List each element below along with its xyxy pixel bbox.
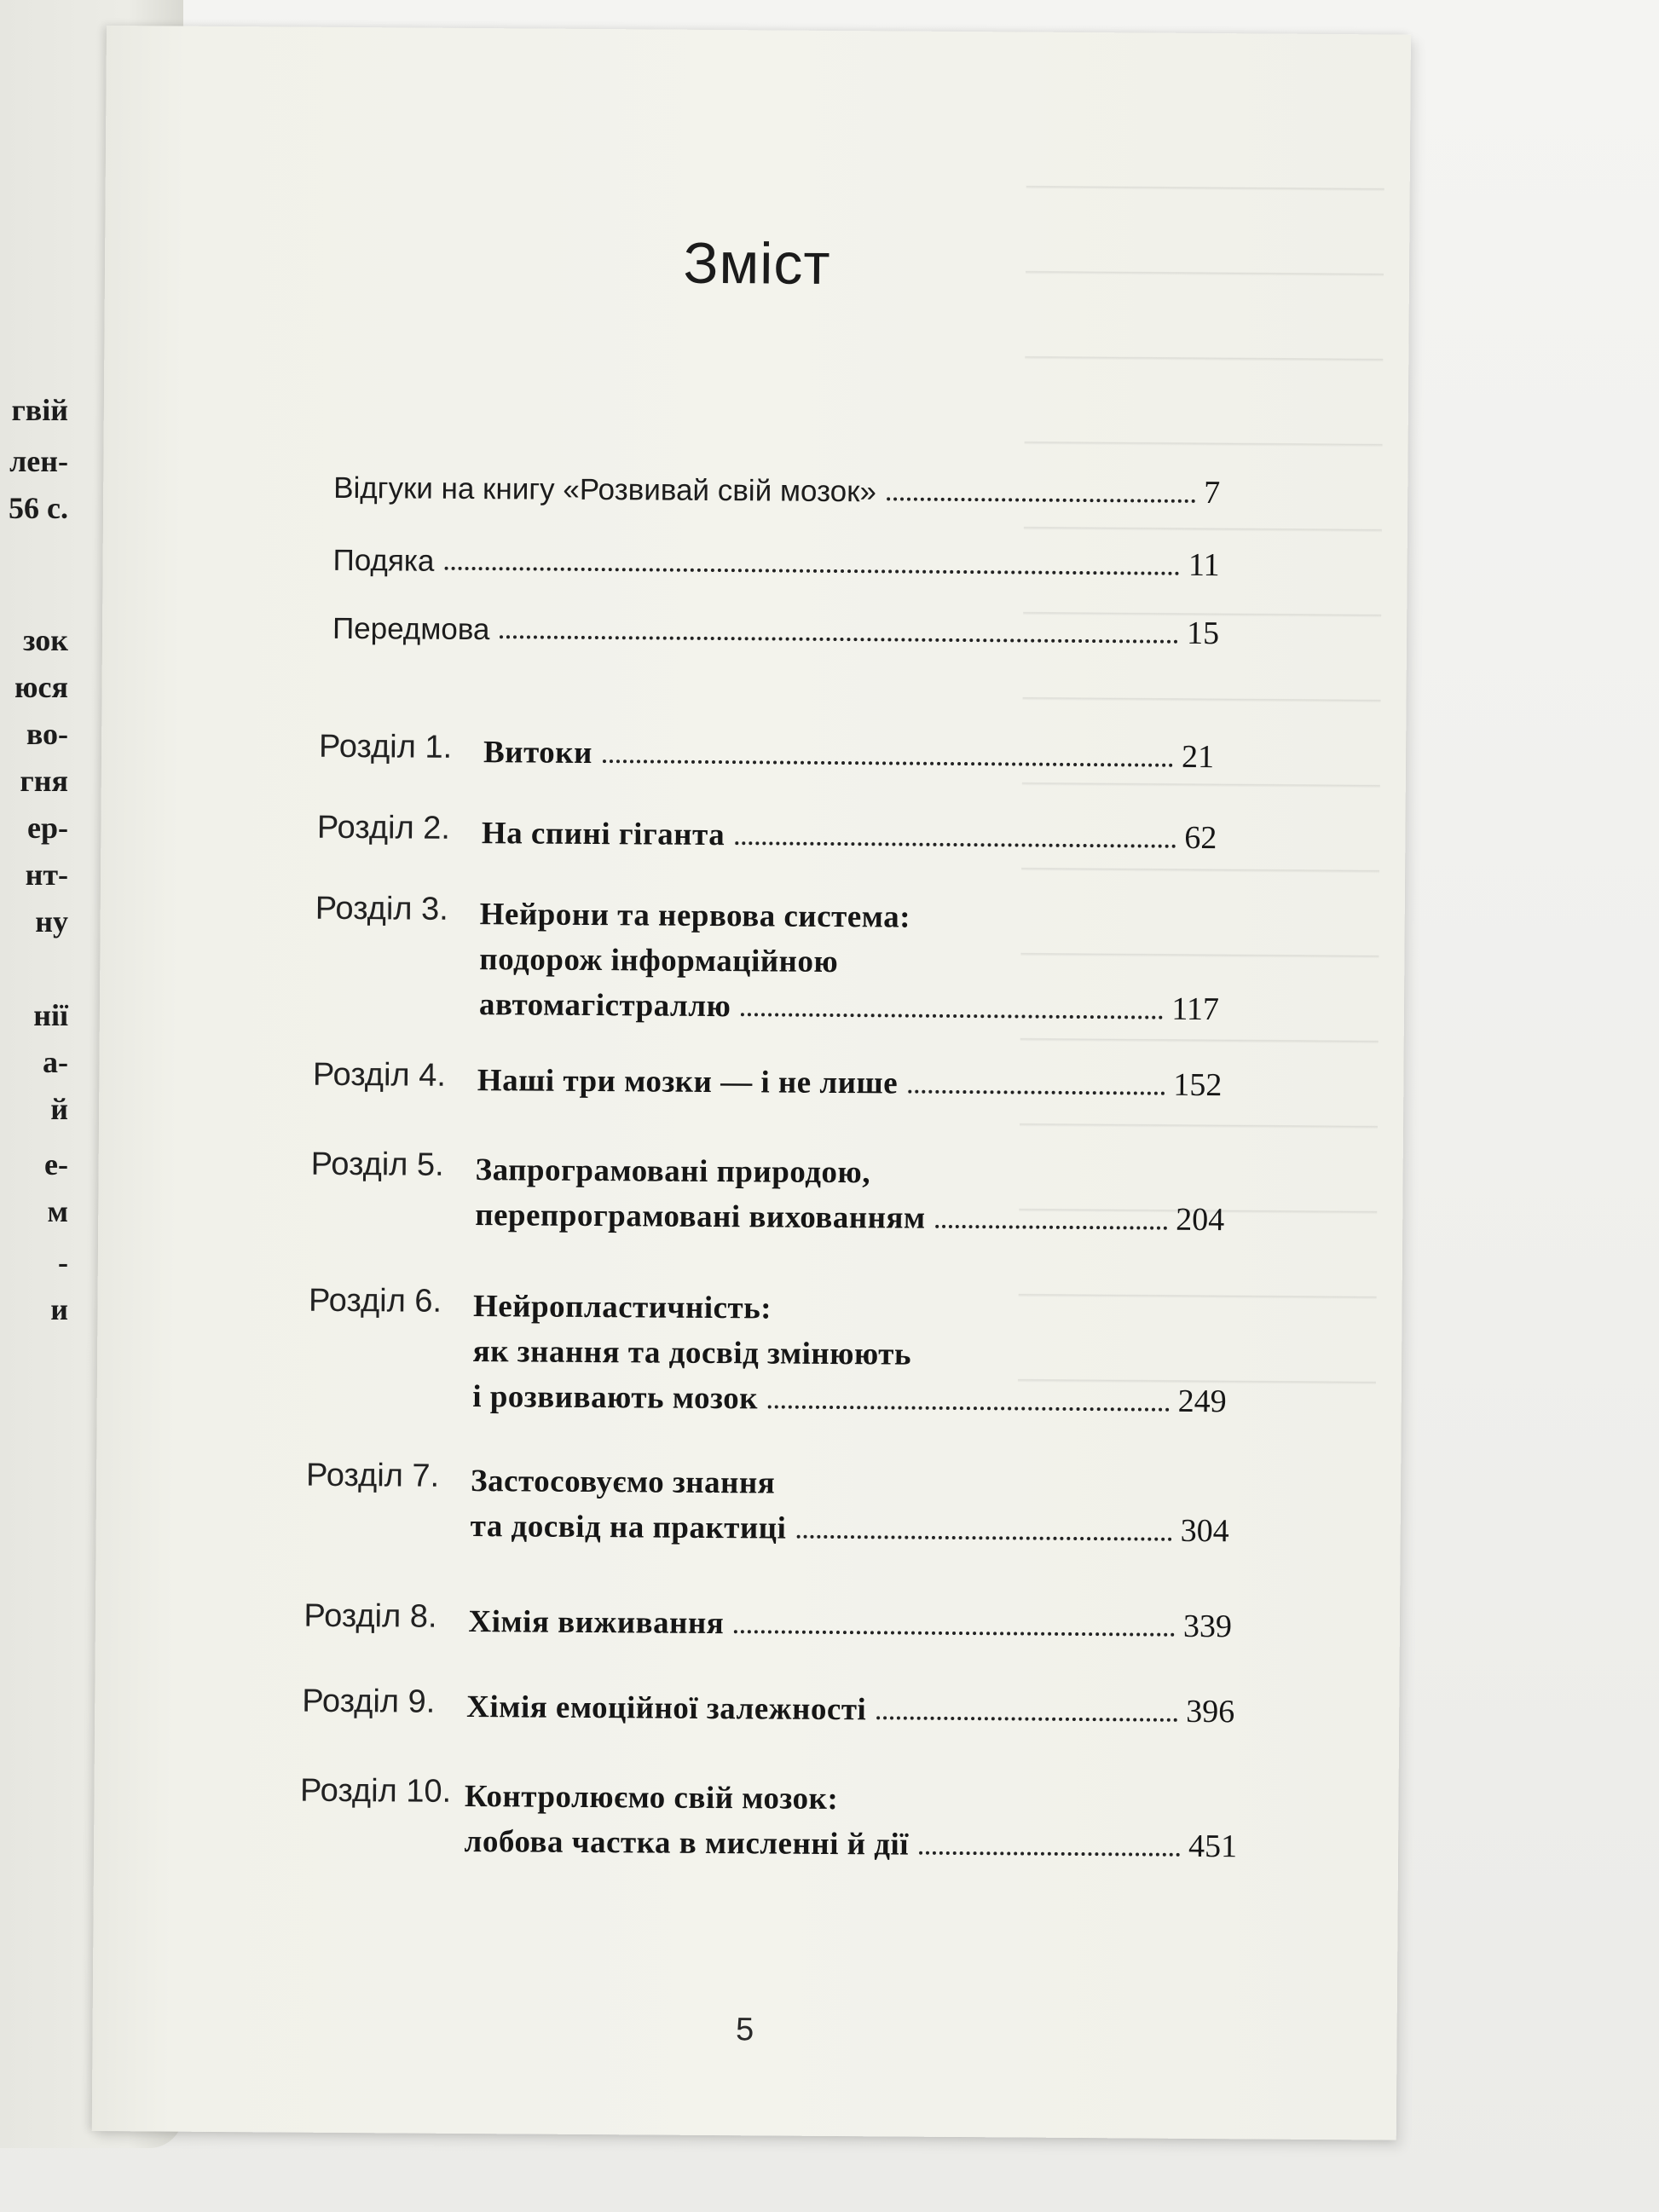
left-page-text-fragment: а- [43,1045,68,1079]
toc-page-number: 396 [1186,1693,1235,1730]
toc-entry-title: Нейропластичність: [472,1289,772,1326]
left-page-text-fragment: во- [26,717,68,751]
dot-leader [876,1716,1177,1721]
left-page-text-fragment: гня [20,764,68,798]
toc-page-number: 11 [1188,546,1220,584]
chapter-label: Розділ 7. [305,1457,440,1494]
toc-line [473,1277,772,1326]
toc-entry-title: Подяка [332,543,435,578]
toc-entry-title: та досвід на практиці [470,1509,787,1546]
toc-entry-title: Хімія емоційної залежності [466,1689,867,1728]
toc-line [466,1678,1234,1730]
toc-page-number: 451 [1188,1828,1238,1865]
chapter-label: Розділ 2. [316,809,451,846]
dot-leader [768,1405,1170,1411]
toc-entry-title: Хімія виживання [468,1604,725,1642]
page-title: Зміст [683,230,831,297]
toc-line [464,1812,1237,1865]
left-page-text-fragment: нії [33,998,68,1032]
chapter-label: Розділ 5. [310,1146,444,1183]
toc-line [475,1186,1224,1239]
left-page-text-fragment: ер- [27,811,68,845]
left-page-text-fragment: нт- [25,858,68,892]
toc-entry-title: Передмова [332,611,490,647]
chapter-label: Розділ 3. [315,890,448,927]
toc-line [482,804,1217,857]
dot-leader [500,635,1178,644]
left-page-text-fragment: юся [14,670,68,704]
chapter-label: Розділ 4. [312,1056,447,1094]
dot-leader [741,1013,1163,1019]
toc-entry-title: Відгуки на книгу «Розвивай свій мозок» [333,471,877,509]
chapter-label: Розділ 8. [303,1597,437,1635]
toc-line [471,1452,776,1501]
toc-page-number: 21 [1181,738,1215,776]
left-page-text-fragment: лен- [9,444,68,478]
toc-entry-title: Контролюємо свій мозок: [464,1778,839,1817]
dot-leader [735,841,1176,848]
left-page-text-fragment: гвій [11,393,68,427]
toc-entry-title: Наші три мозки — і не лише [477,1063,899,1101]
left-page-text-fragment: й [50,1092,68,1126]
toc-line [479,975,1219,1028]
toc-line [473,1322,912,1373]
toc-line [468,1592,1232,1645]
left-page-text-fragment: ну [35,904,68,939]
toc-entry-title: Запрограмовані природою, [475,1152,871,1191]
dot-leader [887,497,1195,503]
chapter-label: Розділ 6. [308,1282,442,1320]
dot-leader [603,759,1173,767]
toc-entry-title: автомагістраллю [478,987,731,1025]
toc-line [332,530,1219,584]
dot-leader [734,1630,1175,1637]
toc-line [332,598,1219,652]
toc-line [477,1051,1223,1104]
table-of-contents [92,26,1411,2140]
chapter-label: Розділ 9. [302,1683,436,1720]
left-page-text-fragment: - [58,1245,68,1279]
toc-page-number: 304 [1180,1512,1229,1550]
toc-page-number: 339 [1182,1608,1233,1645]
toc-entry-title: На спині гіганта [481,816,725,853]
toc-entry-title: подорож інформаційною [479,942,839,980]
page-number: 5 [735,2012,754,2048]
toc-page-number: 117 [1171,990,1220,1028]
left-page-text-fragment: зок [23,623,68,657]
chapter-label: Розділ 10. [299,1772,452,1810]
toc-page-number: 7 [1204,475,1221,511]
toc-line [471,1497,1229,1550]
toc-line [480,885,911,936]
left-page-text-fragment: 56 с. [9,491,68,525]
left-page-text-fragment: е- [44,1147,68,1181]
book-page [92,26,1411,2140]
toc-page-number: 62 [1184,819,1217,857]
toc-page-number: 15 [1186,615,1220,652]
toc-line [465,1767,839,1817]
toc-entry-title: Витоки [483,735,593,771]
toc-page-number: 204 [1176,1201,1225,1239]
left-page-text-fragment: м [47,1194,68,1228]
toc-line [333,458,1220,511]
dot-leader [919,1851,1180,1857]
chapter-label: Розділ 1. [318,728,453,765]
toc-entry-title: як знання та досвід змінюють [472,1334,912,1372]
left-page-text-fragment: и [50,1292,68,1326]
toc-line [475,1141,870,1191]
toc-line [472,1367,1227,1420]
toc-entry-title: Застосовуємо знання [470,1464,776,1501]
toc-entry-title: лобова частка в мисленні й дії [464,1823,910,1863]
toc-entry-title: і розвивають мозок [472,1379,759,1417]
dot-leader [908,1090,1165,1095]
dot-leader [444,567,1180,575]
toc-entry-title: Нейрони та нервова система: [479,897,911,935]
dot-leader [936,1225,1168,1230]
toc-page-number: 249 [1177,1383,1227,1420]
dot-leader [796,1535,1171,1541]
toc-page-number: 152 [1173,1066,1223,1104]
toc-entry-title: перепрограмовані вихованням [475,1198,926,1236]
toc-line [483,723,1214,776]
toc-line [479,930,838,980]
